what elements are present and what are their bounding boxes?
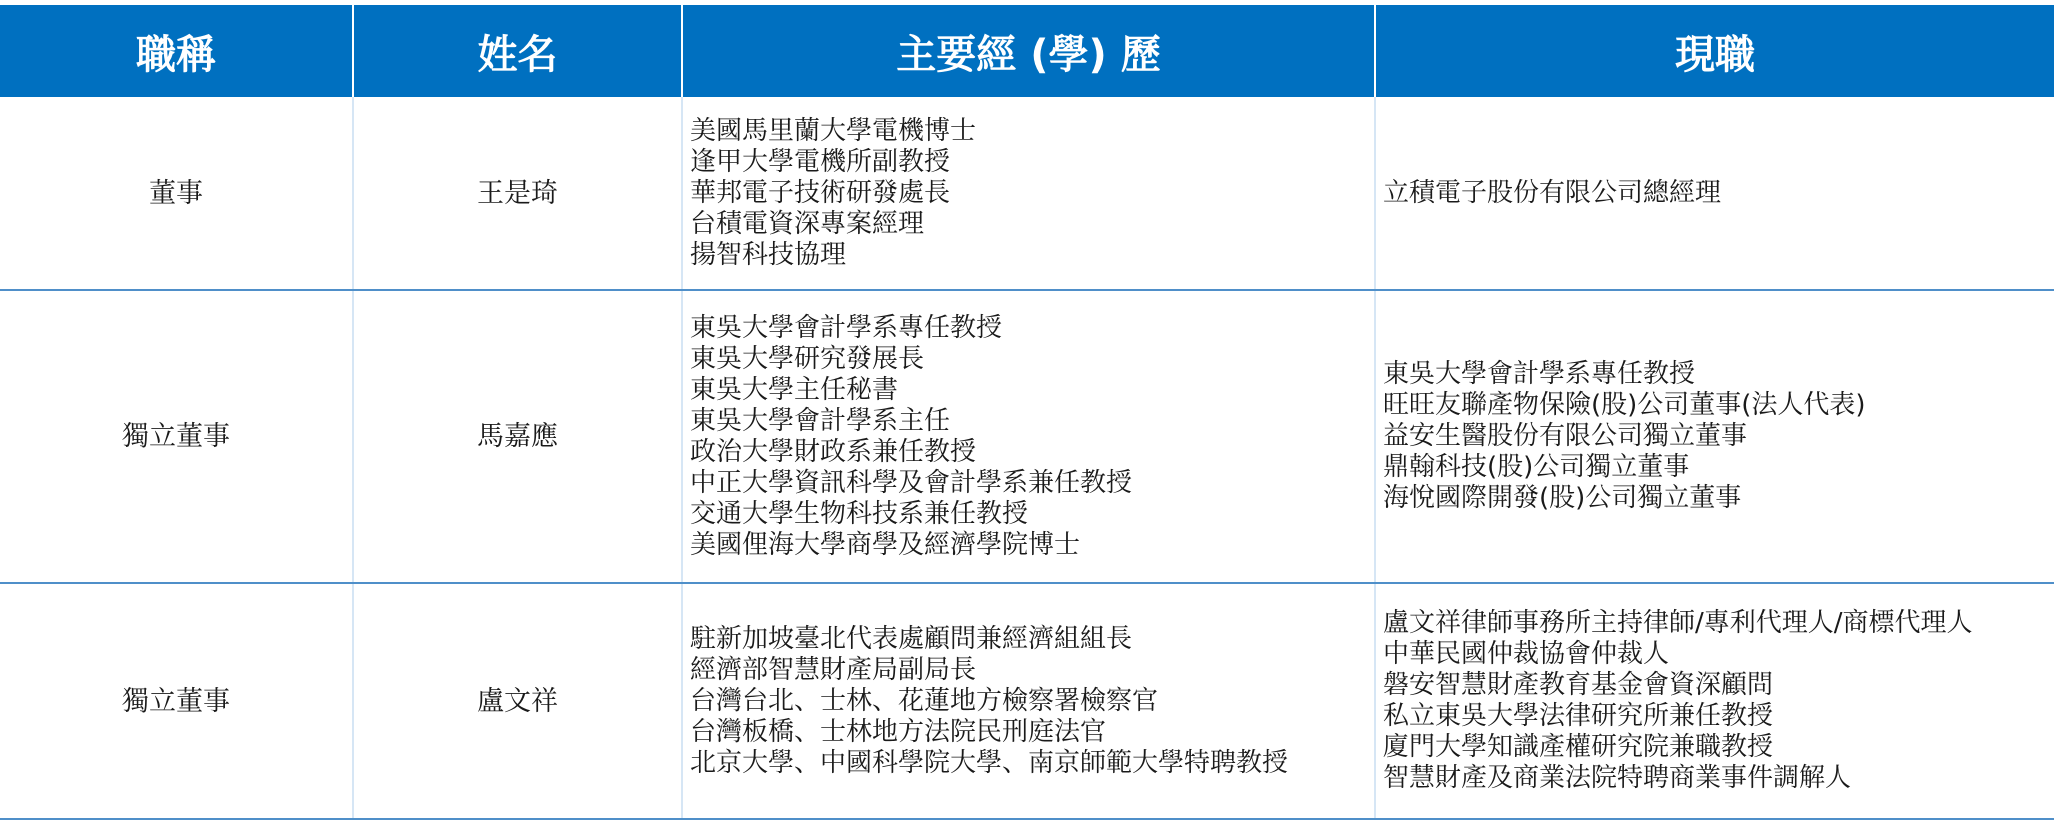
current-item: 盧文祥律師事務所主持律師/專利代理人/商標代理人 xyxy=(1383,608,1973,638)
table-row xyxy=(0,583,2054,819)
header-current: 現職 xyxy=(1375,5,2054,97)
experience-item: 東吳大學會計學系主任 xyxy=(690,405,951,436)
current-item: 私立東吳大學法律研究所兼任教授 xyxy=(1383,701,1774,731)
experience-item: 東吳大學主任秘書 xyxy=(690,374,899,405)
current-item: 旺旺友聯產物保險(股)公司董事(法人代表) xyxy=(1383,390,1866,420)
experience-item: 華邦電子技術研發處長 xyxy=(690,177,951,208)
current-item: 廈門大學知識產權研究院兼職教授 xyxy=(1383,732,1774,762)
experience-item: 台灣板橋、士林地方法院民刑庭法官 xyxy=(690,716,1107,747)
experience-item: 揚智科技協理 xyxy=(690,239,847,270)
experience-item: 駐新加坡臺北代表處顧問兼經濟組組長 xyxy=(690,623,1133,654)
experience-item: 政治大學財政系兼任教授 xyxy=(690,436,977,467)
row-experience xyxy=(682,97,1375,290)
row-experience xyxy=(682,290,1375,583)
row-current xyxy=(1375,97,2054,290)
header-name: 姓名 xyxy=(353,5,682,97)
row-name: 盧文祥 xyxy=(353,583,682,819)
current-item: 磐安智慧財產教育基金會資深顧問 xyxy=(1383,670,1774,700)
current-item: 益安生醫股份有限公司獨立董事 xyxy=(1383,421,1748,451)
header-row xyxy=(0,5,2054,97)
row-title: 董事 xyxy=(0,97,353,290)
board-members-table xyxy=(0,5,2054,820)
row-current xyxy=(1375,583,2054,819)
row-title: 獨立董事 xyxy=(0,583,353,819)
experience-item: 台灣台北、士林、花蓮地方檢察署檢察官 xyxy=(690,685,1159,716)
experience-item: 經濟部智慧財產局副局長 xyxy=(690,654,977,685)
header-experience: 主要經 (學) 歷 xyxy=(682,5,1375,97)
experience-item: 北京大學、中國科學院大學、南京師範大學特聘教授 xyxy=(690,747,1289,778)
experience-item: 東吳大學會計學系專任教授 xyxy=(690,312,1003,343)
current-item: 立積電子股份有限公司總經理 xyxy=(1383,177,1722,208)
row-name: 王是琦 xyxy=(353,97,682,290)
row-experience xyxy=(682,583,1375,819)
table-row xyxy=(0,290,2054,583)
experience-item: 美國俚海大學商學及經濟學院博士 xyxy=(690,529,1081,560)
current-item: 智慧財產及商業法院特聘商業事件調解人 xyxy=(1383,763,1852,793)
row-name: 馬嘉應 xyxy=(353,290,682,583)
experience-item: 台積電資深專案經理 xyxy=(690,208,925,239)
current-item: 東吳大學會計學系專任教授 xyxy=(1383,359,1696,389)
row-current xyxy=(1375,290,2054,583)
header-title: 職稱 xyxy=(0,5,353,97)
current-item: 海悅國際開發(股)公司獨立董事 xyxy=(1383,483,1742,513)
row-title: 獨立董事 xyxy=(0,290,353,583)
experience-item: 逢甲大學電機所副教授 xyxy=(690,146,951,177)
table-row xyxy=(0,97,2054,290)
experience-item: 東吳大學研究發展長 xyxy=(690,343,925,374)
current-item: 鼎翰科技(股)公司獨立董事 xyxy=(1383,452,1690,482)
experience-item: 中正大學資訊科學及會計學系兼任教授 xyxy=(690,467,1133,498)
current-item: 中華民國仲裁協會仲裁人 xyxy=(1383,639,1670,669)
experience-item: 美國馬里蘭大學電機博士 xyxy=(690,115,977,146)
experience-item: 交通大學生物科技系兼任教授 xyxy=(690,498,1029,529)
